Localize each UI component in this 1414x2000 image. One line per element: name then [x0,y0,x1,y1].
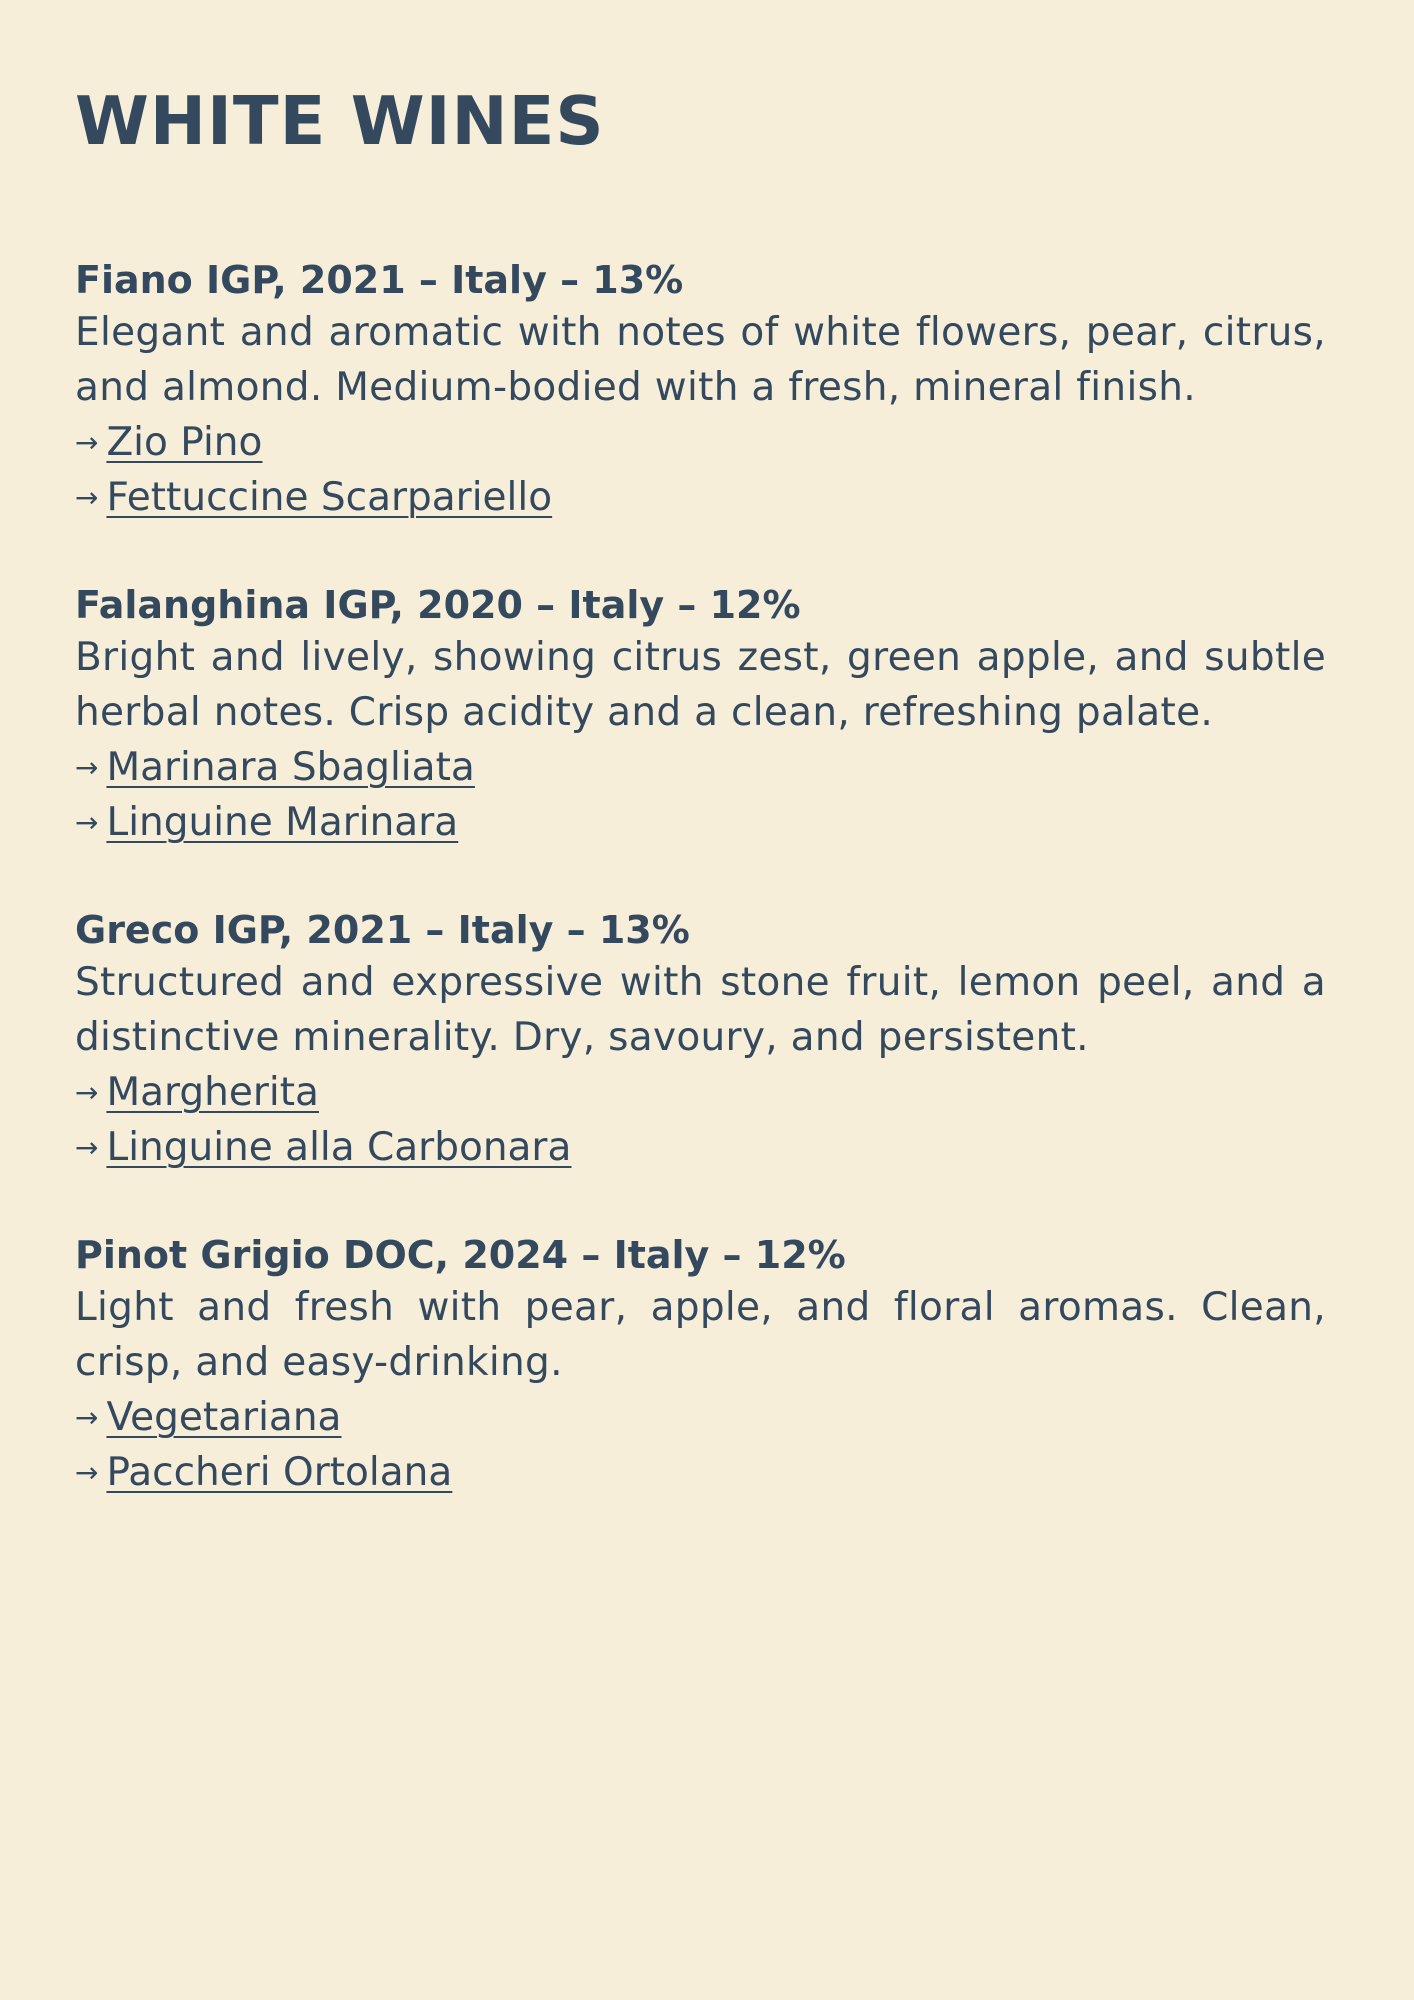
wine-heading: Falanghina IGP, 2020 – Italy – 12% [75,583,801,627]
pairing-link[interactable] [75,420,262,465]
pairing-link-zio-pino[interactable] [75,415,1326,470]
arrow-right-icon: → [75,1456,99,1489]
pairing-link[interactable] [75,800,458,845]
pairing-label: Fettuccine Scarpariello [106,475,553,520]
pairing-link-linguine-alla-carbonara[interactable] [75,1120,1326,1175]
pairing-link-margherita[interactable] [75,1065,1326,1120]
pairing-label: Vegetariana [106,1395,342,1440]
pairing-link-paccheri-ortolana[interactable] [75,1445,1326,1500]
pairing-link-linguine-marinara[interactable] [75,795,1326,850]
pairing-link[interactable] [75,1450,452,1495]
wine-heading: Greco IGP, 2021 – Italy – 13% [75,908,690,952]
pairing-link-vegetariana[interactable] [75,1390,1326,1445]
pairing-link-fettuccine-scarpariello[interactable] [75,470,1326,525]
wine-description: Light and fresh with pear, apple, and floral aromas. Clean, crisp, and easy-drinking. [75,1285,1326,1385]
pairing-link-marinara-sbagliata[interactable] [75,740,1326,795]
wine-fiano [75,255,1326,525]
pairing-link[interactable] [75,1125,571,1170]
pairing-link[interactable] [75,1070,319,1115]
pairing-label: Margherita [106,1070,319,1115]
pairing-label: Zio Pino [106,420,263,465]
pairing-label: Linguine Marinara [106,800,459,845]
wine-description: Structured and expressive with stone fruit, lemon peel, and a distinctive minerality. Dry, savoury, and persistent. [75,960,1326,1060]
pairing-link[interactable] [75,475,552,520]
pairing-link[interactable] [75,745,475,790]
wine-heading: Pinot Grigio DOC, 2024 – Italy – 12% [75,1233,846,1277]
arrow-right-icon: → [75,1131,99,1164]
wine-pinot-grigio [75,1230,1326,1500]
arrow-right-icon: → [75,751,99,784]
pairing-list [75,1390,1326,1500]
arrow-right-icon: → [75,426,99,459]
arrow-right-icon: → [75,1401,99,1434]
pairing-label: Marinara Sbagliata [106,745,475,790]
pairing-label: Paccheri Ortolana [106,1450,453,1495]
pairing-label: Linguine alla Carbonara [106,1125,572,1170]
wine-falanghina [75,580,1326,850]
wine-greco [75,905,1326,1175]
arrow-right-icon: → [75,1076,99,1109]
arrow-right-icon: → [75,806,99,839]
page-title: WHITE WINES [75,82,605,160]
pairing-list [75,1065,1326,1175]
arrow-right-icon: → [75,481,99,514]
pairing-list [75,740,1326,850]
pairing-link[interactable] [75,1395,341,1440]
wine-heading: Fiano IGP, 2021 – Italy – 13% [75,258,684,302]
pairing-list [75,415,1326,525]
wine-list [75,255,1326,1500]
wine-description: Bright and lively, showing citrus zest, green apple, and subtle herbal notes. Crisp acidity and a clean, refreshing palate. [75,635,1326,735]
wine-description: Elegant and aromatic with notes of white flowers, pear, citrus, and almond. Medium-bodied with a fresh, mineral finish. [75,310,1326,410]
